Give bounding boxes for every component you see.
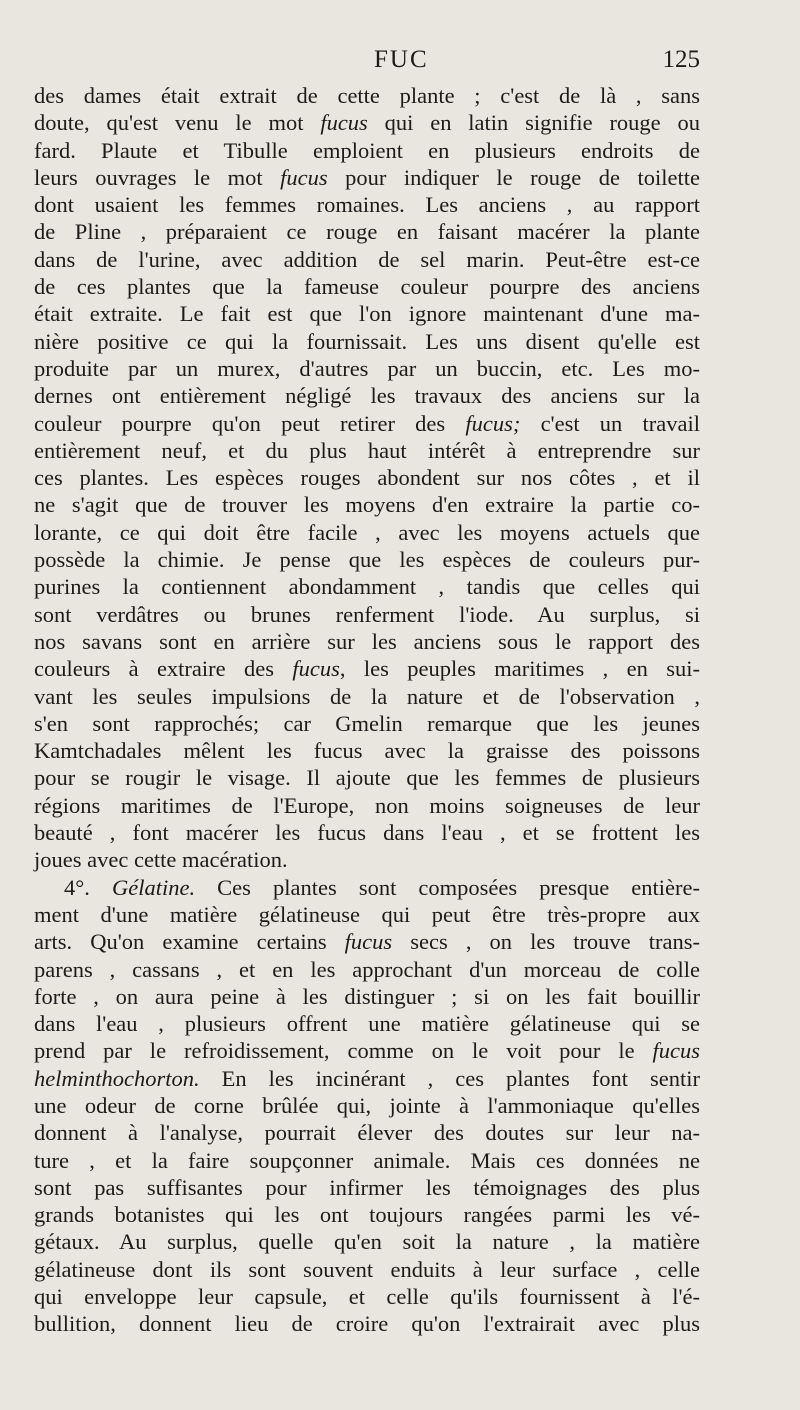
text-line: bullition, donnent lieu de croire qu'on l'extrairait avec plus: [34, 1311, 700, 1337]
text-line: possède la chimie. Je pense que les espèces de couleurs pur-: [34, 547, 700, 573]
text-line: nière positive ce qui la fournissait. Les uns disent qu'elle est: [34, 328, 700, 354]
text-line: s'en sont rapprochés; car Gmelin remarque que les jeunes: [34, 710, 700, 736]
text-line: forte , on aura peine à les distinguer ; si on les fait bouillir: [34, 983, 700, 1009]
text-line: qui enveloppe leur capsule, et celle qu'ils fournissent à l'é-: [34, 1284, 700, 1310]
text-line: de ces plantes que la fameuse couleur pourpre des anciens: [34, 274, 700, 300]
text-line: leurs ouvrages le mot fucus pour indiquer le rouge de toilette: [34, 164, 700, 190]
text-line: ment d'une matière gélatineuse qui peut être très-propre aux: [34, 901, 700, 927]
text-line: dernes ont entièrement négligé les travaux des anciens sur la: [34, 383, 700, 409]
text-line: entièrement neuf, et du plus haut intérêt à entreprendre sur: [34, 437, 700, 463]
body-text: [34, 82, 700, 1338]
text-line: dans l'eau , plusieurs offrent une matière gélatineuse qui se: [34, 1011, 700, 1037]
text-line: arts. Qu'on examine certains fucus secs , on les trouve trans-: [34, 929, 700, 955]
text-line: parens , cassans , et en les approchant d'un morceau de colle: [34, 956, 700, 982]
running-head: FUC: [374, 46, 429, 73]
text-line: 4°. Gélatine. Ces plantes sont composées presque entière-: [64, 874, 700, 900]
text-line: régions maritimes de l'Europe, non moins soigneuses de leur: [34, 792, 700, 818]
text-line: couleur pourpre qu'on peut retirer des fucus; c'est un travail: [34, 410, 700, 436]
text-line: doute, qu'est venu le mot fucus qui en latin signifie rouge ou: [34, 110, 701, 136]
text-line: ture , et la faire soupçonner animale. Mais ces données ne: [34, 1147, 700, 1173]
text-line: fard. Plaute et Tibulle emploient en plusieurs endroits de: [34, 137, 700, 163]
text-line: gétaux. Au surplus, quelle qu'en soit la nature , la matière: [34, 1229, 700, 1255]
text-line: sont pas suffisantes pour infirmer les témoignages des plus: [34, 1174, 700, 1200]
text-line: beauté , font macérer les fucus dans l'eau , et se frottent les: [34, 820, 700, 846]
text-line: de Pline , préparaient ce rouge en faisant macérer la plante: [34, 219, 700, 245]
text-line: dans de l'urine, avec addition de sel marin. Peut-être est-ce: [34, 246, 700, 272]
text-line: dont usaient les femmes romaines. Les anciens , au rapport: [34, 192, 700, 218]
text-line: des dames était extrait de cette plante ; c'est de là , sans: [34, 83, 700, 108]
text-line: prend par le refroidissement, comme on le voit pour le fucus: [34, 1038, 700, 1064]
text-line: ne s'agit que de trouver les moyens d'en extraire la partie co-: [34, 492, 700, 518]
text-line: ces plantes. Les espèces rouges abondent sur nos côtes , et il: [34, 465, 700, 491]
text-line: était extraite. Le fait est que l'on ignore maintenant d'une ma-: [34, 301, 700, 327]
text-line: produite par un murex, d'autres par un buccin, etc. Les mo-: [34, 355, 700, 381]
text-line: grands botanistes qui les ont toujours rangées parmi les vé-: [34, 1202, 700, 1228]
text-line: vant les seules impulsions de la nature et de l'observation ,: [34, 683, 700, 709]
text-line: couleurs à extraire des fucus, les peuples maritimes , en sui-: [34, 656, 700, 682]
text-line: lorante, ce qui doit être facile , avec les moyens actuels que: [34, 519, 700, 545]
page-header: [34, 46, 700, 80]
text-line: donnent à l'analyse, pourrait élever des doutes sur leur na-: [34, 1120, 700, 1146]
page-number: 125: [662, 46, 700, 73]
text-line: helminthochorton. En les incinérant , ces plantes font sentir: [34, 1065, 700, 1091]
text-line: sont verdâtres ou brunes renferment l'iode. Au surplus, si: [34, 601, 700, 627]
text-line: Kamtchadales mêlent les fucus avec la graisse des poissons: [34, 738, 700, 764]
text-line: une odeur de corne brûlée qui, jointe à l'ammoniaque qu'elles: [34, 1092, 700, 1118]
text-line: purines la contiennent abondamment , tandis que celles qui: [34, 574, 700, 600]
text-line: nos savans sont en arrière sur les anciens sous le rapport des: [34, 628, 700, 654]
text-line: pour se rougir le visage. Il ajoute que les femmes de plusieurs: [34, 765, 700, 791]
text-line: gélatineuse dont ils sont souvent enduits à leur surface , celle: [34, 1256, 700, 1282]
text-line: joues avec cette macération.: [34, 847, 288, 873]
